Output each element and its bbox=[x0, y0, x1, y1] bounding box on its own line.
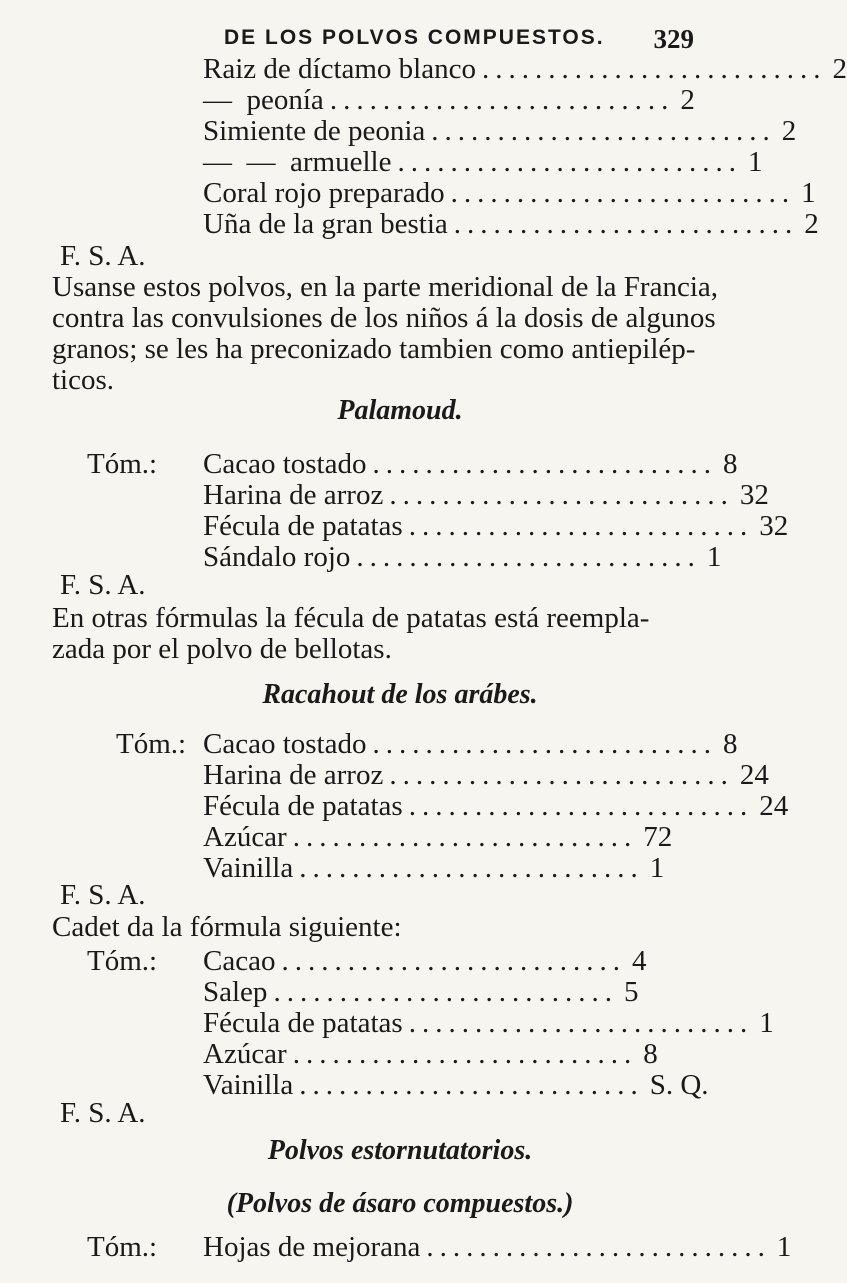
section-subheading: (Polvos de ásaro compuestos.) bbox=[226, 1188, 574, 1219]
paragraph: En otras fórmulas la fécula de patatas está reempla- zada por el polvo de bellotas. bbox=[52, 602, 650, 665]
paragraph: Cadet da la fórmula siguiente: bbox=[52, 911, 402, 943]
ingredient-line: Fécula de patatas .......................... 24 bbox=[203, 790, 789, 822]
ingredient-line: Harina de arroz .......................... 24 bbox=[203, 759, 769, 791]
ingredient-line: Harina de arroz .......................... 32 bbox=[203, 479, 769, 511]
tom-label: Tóm.: bbox=[87, 1231, 158, 1263]
fsa-label: F. S. A. bbox=[60, 879, 146, 911]
fsa-label: F. S. A. bbox=[60, 240, 146, 272]
ingredient-line: Uña de la gran bestia .......................... 2 bbox=[203, 208, 819, 240]
ingredient-line: Cacao tostado .......................... 8 bbox=[203, 448, 738, 480]
ingredient-line: Raiz de díctamo blanco .......................... 2 bbox=[203, 53, 847, 85]
section-heading: Racahout de los arábes. bbox=[262, 679, 538, 710]
clip-region bbox=[0, 1230, 800, 1283]
ingredient-line: Salep .......................... 5 bbox=[203, 976, 639, 1008]
ingredient-line: Cacao tostado .......................... 8 bbox=[203, 728, 738, 760]
ingredient-line: Azúcar .......................... 8 bbox=[203, 1038, 658, 1070]
ingredient-line: Coral rojo preparado .......................... 1 bbox=[203, 177, 816, 209]
ingredient-line: Azúcar .......................... 72 bbox=[203, 821, 673, 853]
tom-label: Tóm.: bbox=[87, 448, 158, 480]
ingredient-line: Cacao .......................... 4 bbox=[203, 945, 647, 977]
ingredient-line: Vainilla .......................... 1 bbox=[203, 852, 665, 884]
ingredient-line: Fécula de patatas .......................... 1 bbox=[203, 1007, 774, 1039]
ingredient-line: Fécula de patatas .......................... 32 bbox=[203, 510, 789, 542]
section-heading: Palamoud. bbox=[337, 395, 463, 426]
ingredient-line: Sándalo rojo .......................... 1 bbox=[203, 541, 722, 573]
paragraph: Usanse estos polvos, en la parte meridional de la Francia, contra las convulsiones de los niños á la dosis de algunos granos; se les ha preconizado tambien como antiepilép- ticos. bbox=[52, 271, 718, 396]
fsa-label: F. S. A. bbox=[60, 1097, 146, 1129]
ingredient-line: Vainilla .......................... S. Q. bbox=[203, 1069, 709, 1101]
ingredient-line: — — armuelle .......................... 1 bbox=[203, 146, 763, 178]
page-number: 329 bbox=[653, 24, 694, 54]
running-title: DE LOS POLVOS COMPUESTOS. bbox=[224, 26, 605, 49]
ingredient-line: Hojas de mejorana .......................... 1 bbox=[203, 1231, 792, 1263]
ingredient-line: Simiente de peonia .......................... 2 bbox=[203, 115, 797, 147]
tom-label: Tóm.: bbox=[87, 945, 158, 977]
fsa-label: F. S. A. bbox=[60, 569, 146, 601]
tom-label: Tóm.: bbox=[116, 728, 187, 760]
section-heading: Polvos estornutatorios. bbox=[267, 1135, 533, 1166]
ingredient-line: — peonía .......................... 2 bbox=[203, 84, 695, 116]
